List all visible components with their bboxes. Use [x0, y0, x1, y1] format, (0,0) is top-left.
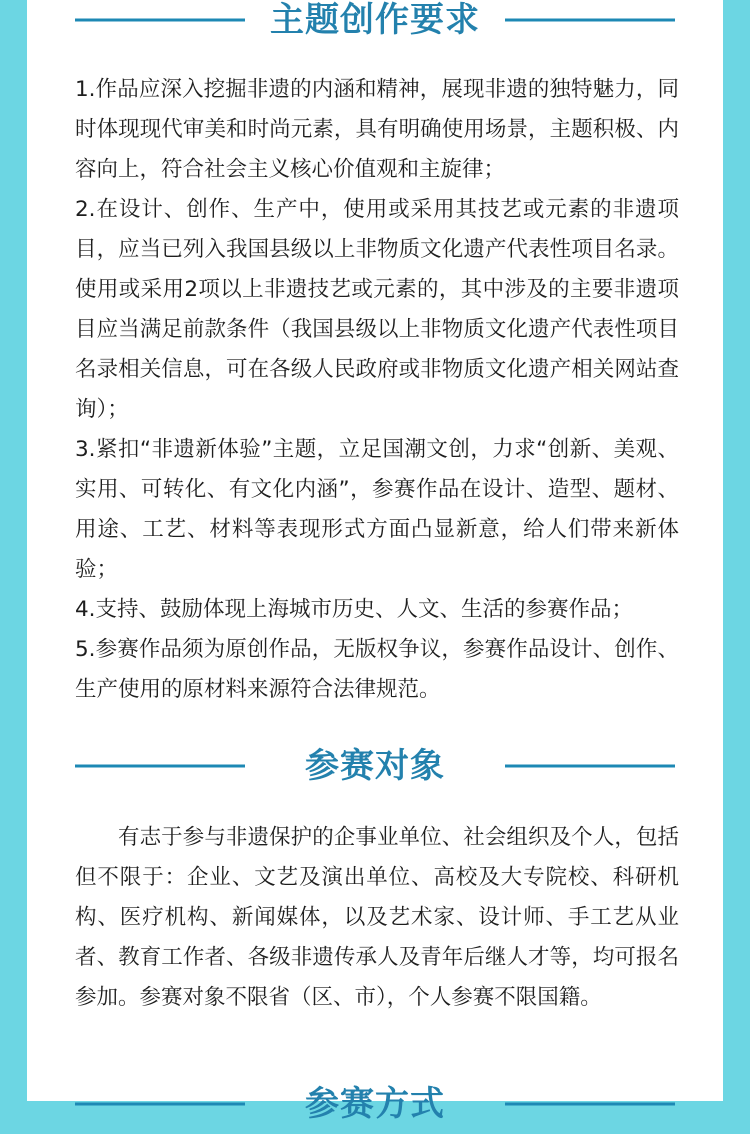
participants-text	[75, 818, 679, 1018]
participants-paragraph: 有志于参与非遗保护的企事业单位、社会组织及个人，包括但不限于：企业、文艺及演出单位、高校及大专院校、科研机构、医疗机构、新闻媒体，以及艺术家、设计师、手工艺从业者、教育工作者、各级非遗传承人及青年后继人才等，均可报名参加。参赛对象不限省（区、市），个人参赛不限国籍。	[75, 825, 679, 1010]
requirement-item: 1.作品应深入挖掘非遗的内涵和精神，展现非遗的独特魅力，同时体现现代审美和时尚元素，具有明确使用场景，主题积极、内容向上，符合社会主义核心价值观和主旋律；	[75, 77, 679, 182]
requirement-item: 4.支持、鼓励体现上海城市历史、人文、生活的参赛作品；	[75, 597, 634, 622]
requirement-item: 5.参赛作品须为原创作品，无版权争议，参赛作品设计、创作、生产使用的原材料来源符合法律规范。	[75, 637, 679, 702]
page-card	[27, 0, 723, 1124]
requirement-item: 3.紧扣“非遗新体验”主题，立足国潮文创，力求“创新、美观、实用、可转化、有文化内涵”，参赛作品在设计、造型、题材、用途、工艺、材料等表现形式方面凸显新意，给人们带来新体验；	[75, 437, 679, 582]
divider-line-right	[505, 765, 675, 768]
section-title: 参赛方式	[305, 1084, 445, 1124]
divider-line-right	[505, 19, 675, 22]
section-header-participants	[27, 736, 723, 796]
section-title: 参赛对象	[305, 746, 445, 786]
section-title: 主题创作要求	[270, 0, 480, 40]
divider-line-right	[505, 1103, 675, 1106]
section-header-method	[27, 1074, 723, 1134]
section-header-requirements	[27, 0, 723, 50]
requirement-item: 2.在设计、创作、生产中，使用或采用其技艺或元素的非遗项目，应当已列入我国县级以上非物质文化遗产代表性项目名录。使用或采用2项以上非遗技艺或元素的，其中涉及的主要非遗项目应当满足前款条件（我国县级以上非物质文化遗产代表性项目名录相关信息，可在各级人民政府或非物质文化遗产相关网站查询）；	[75, 197, 679, 422]
requirements-list	[75, 70, 679, 710]
